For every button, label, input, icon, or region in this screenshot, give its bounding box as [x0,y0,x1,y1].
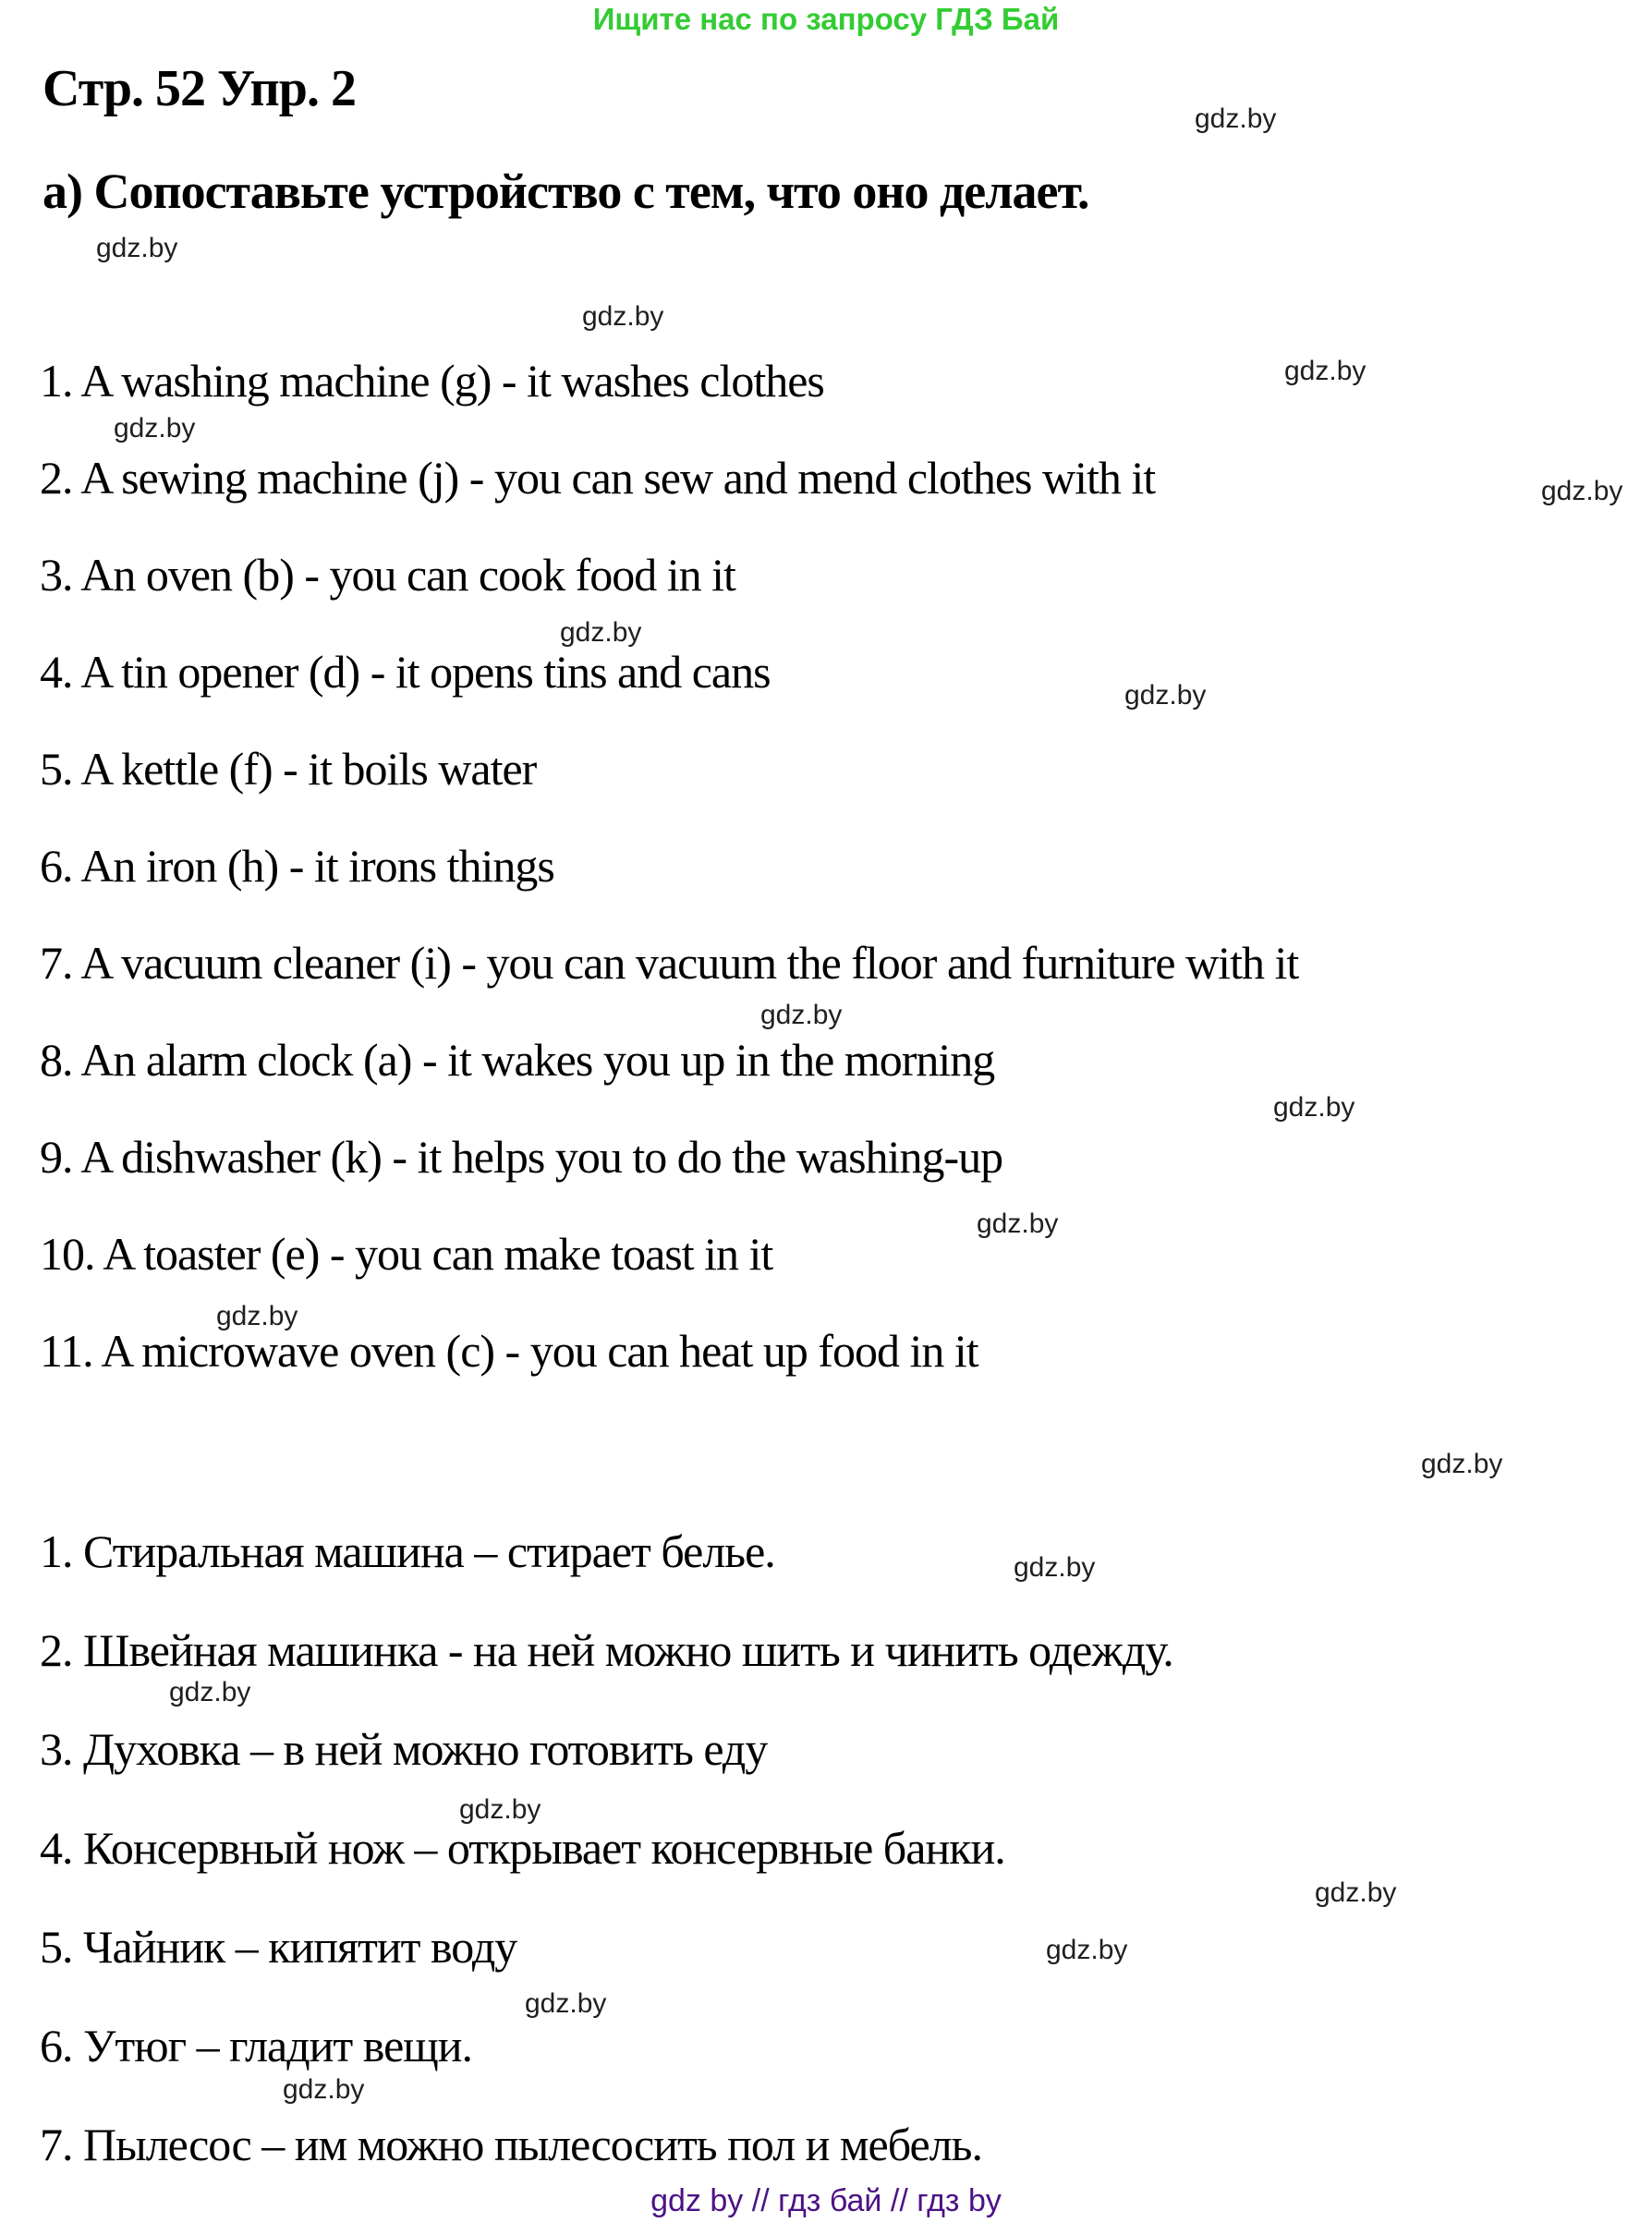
english-item: 9. A dishwasher (k) - it helps you to do the washing-up [40,1131,1003,1183]
promo-banner: Ищите нас по запросу ГДЗ Бай [592,2,1060,36]
gdz-by-watermark: gdz.by [216,1301,298,1331]
gdz-by-watermark: gdz.by [582,301,664,332]
english-item: 3. An oven (b) - you can cook food in it [40,549,735,601]
english-item: 5. A kettle (f) - it boils water [40,743,537,795]
gdz-by-watermark: gdz.by [1315,1877,1397,1908]
english-answers-list [40,356,1298,1423]
english-item: 6. An iron (h) - it irons things [40,840,554,892]
gdz-by-watermark: gdz.by [96,233,178,263]
gdz-by-watermark: gdz.by [1046,1935,1128,1965]
gdz-by-watermark: gdz.by [114,413,196,443]
task-subtitle: а) Сопоставьте устройство с тем, что оно делает. [43,164,1089,219]
english-item: 11. A microwave oven (c) - you can heat up food in it [40,1325,978,1377]
gdz-by-watermark: gdz.by [1273,1092,1355,1123]
gdz-by-watermark: gdz.by [560,617,642,648]
russian-item: 4. Консервный нож – открывает консервные банки. [40,1822,1005,1874]
gdz-by-watermark: gdz.by [1541,476,1623,506]
page-title: Стр. 52 Упр. 2 [43,60,356,117]
gdz-by-watermark: gdz.by [169,1677,251,1707]
english-item: 10. A toaster (e) - you can make toast in it [40,1228,773,1280]
english-item: 8. An alarm clock (a) - it wakes you up in the morning [40,1034,995,1086]
russian-item: 5. Чайник – кипятит воду [40,1921,517,1973]
english-item: 7. A vacuum cleaner (i) - you can vacuum the floor and furniture with it [40,937,1299,989]
gdz-by-watermark: gdz.by [760,1000,843,1030]
gdz-by-watermark: gdz.by [525,1988,607,2019]
english-item: 2. A sewing machine (j) - you can sew and mend clothes with it [40,452,1156,504]
russian-item: 6. Утюг – гладит вещи. [40,2020,473,2071]
gdz-by-watermark: gdz.by [1421,1449,1503,1479]
russian-item: 7. Пылесос – им можно пылесосить пол и мебель. [40,2119,982,2170]
russian-item: 2. Швейная машинка - на ней можно шить и чинить одежду. [40,1624,1173,1676]
gdz-by-watermark: gdz.by [977,1209,1059,1239]
gdz-by-watermark: gdz.by [1124,680,1207,711]
footer-watermark: gdz by // гдз бай // гдз by [650,2183,1002,2218]
gdz-by-watermark: gdz.by [1284,356,1367,386]
gdz-by-watermark: gdz.by [459,1794,541,1825]
gdz-by-watermark: gdz.by [1014,1552,1096,1583]
gdz-by-watermark: gdz.by [283,2074,365,2105]
russian-item: 3. Духовка – в ней можно готовить еду [40,1723,768,1775]
english-item: 1. A washing machine (g) - it washes clothes [40,355,824,407]
russian-item: 1. Стиральная машина – стирает белье. [40,1525,775,1577]
english-item: 4. A tin opener (d) - it opens tins and cans [40,646,771,698]
gdz-by-watermark: gdz.by [1195,103,1277,134]
russian-translations-list [40,1526,1173,2218]
